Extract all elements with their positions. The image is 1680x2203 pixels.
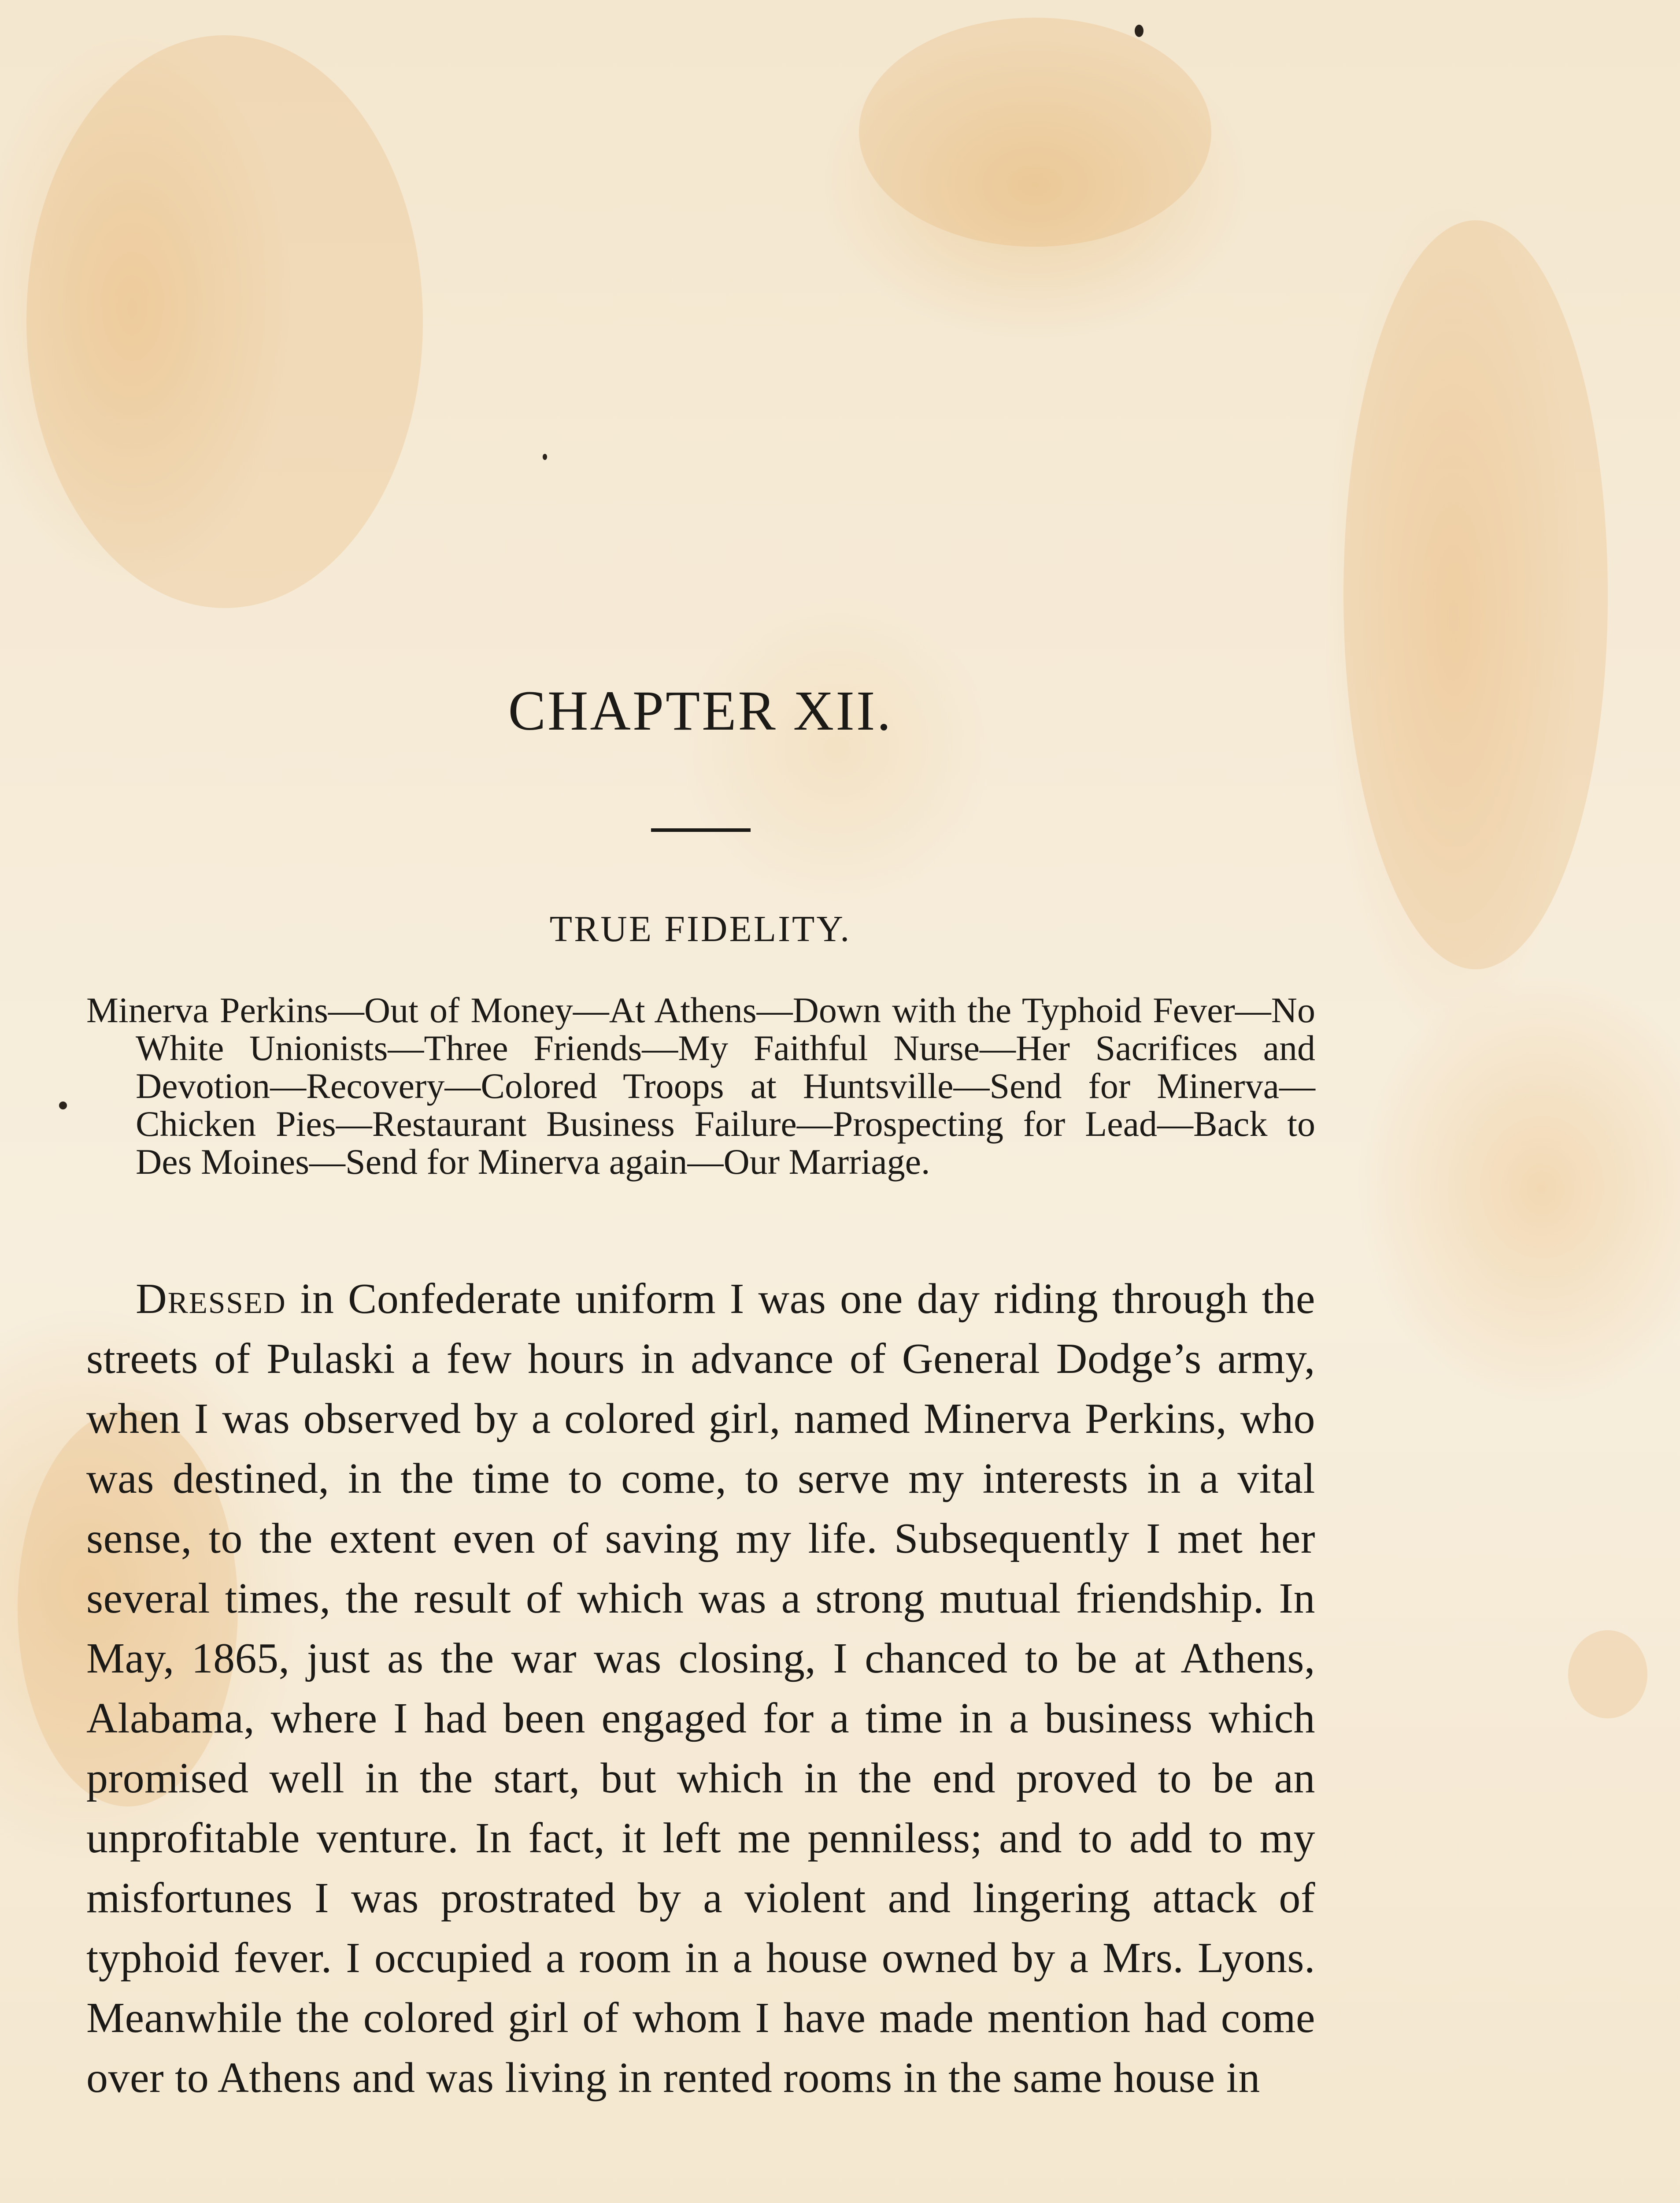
- chapter-title: CHAPTER XII.: [508, 679, 893, 742]
- chapter-synopsis: [86, 991, 1315, 1181]
- ink-speck: [1135, 25, 1143, 37]
- water-stain: [859, 18, 1211, 247]
- body-paragraph: [86, 1269, 1315, 2108]
- opening-word: Dressed: [136, 1275, 286, 1323]
- ink-speck: [59, 1102, 67, 1109]
- chapter-divider: [651, 828, 751, 832]
- water-stain: [1343, 220, 1608, 969]
- water-stain: [1568, 1630, 1647, 1718]
- water-stain: [26, 35, 423, 608]
- body-text: in Confederate uniform I was one day riding through the streets of Pulaski a few hours in advance of General Dodge’s army, when I was observed by a colored girl, named Minerva Perkins, who was destined, in the time to come, to serve my interests in a vital sense, to the extent even of saving my life. Subsequently I met her several times, the result of which was a strong mutual friendship. In May, 1865, just as the war was closing, I chanced to be at Athens, Alabama, where I had been engaged for a time in a business which promised well in the start, but which in the end proved to be an unprofitable venture. In fact, it left me penniless; and to add to my misfortunes I was prostrated by a violent and lingering attack of typhoid fever. I occupied a room in a house owned by a Mrs. Lyons. Meanwhile the colored girl of whom I have made mention had come over to Athens and was living in rented rooms in the same house in: [86, 1275, 1315, 2102]
- synopsis-text: Minerva Perkins—Out of Money—At Athens—Down with the Typhoid Fever—No White Unionists—Three Friends—My Faithful Nurse—Her Sacrifices and Devotion—Recovery—Colored Troops at Huntsville—Send for Minerva—Chicken Pies—Restaurant Business Failure—Prospecting for Lead—Back to Des Moines—Send for Minerva again—Our Marriage.: [86, 990, 1315, 1182]
- section-title: TRUE FIDELITY.: [549, 909, 851, 949]
- ink-speck: [543, 454, 547, 460]
